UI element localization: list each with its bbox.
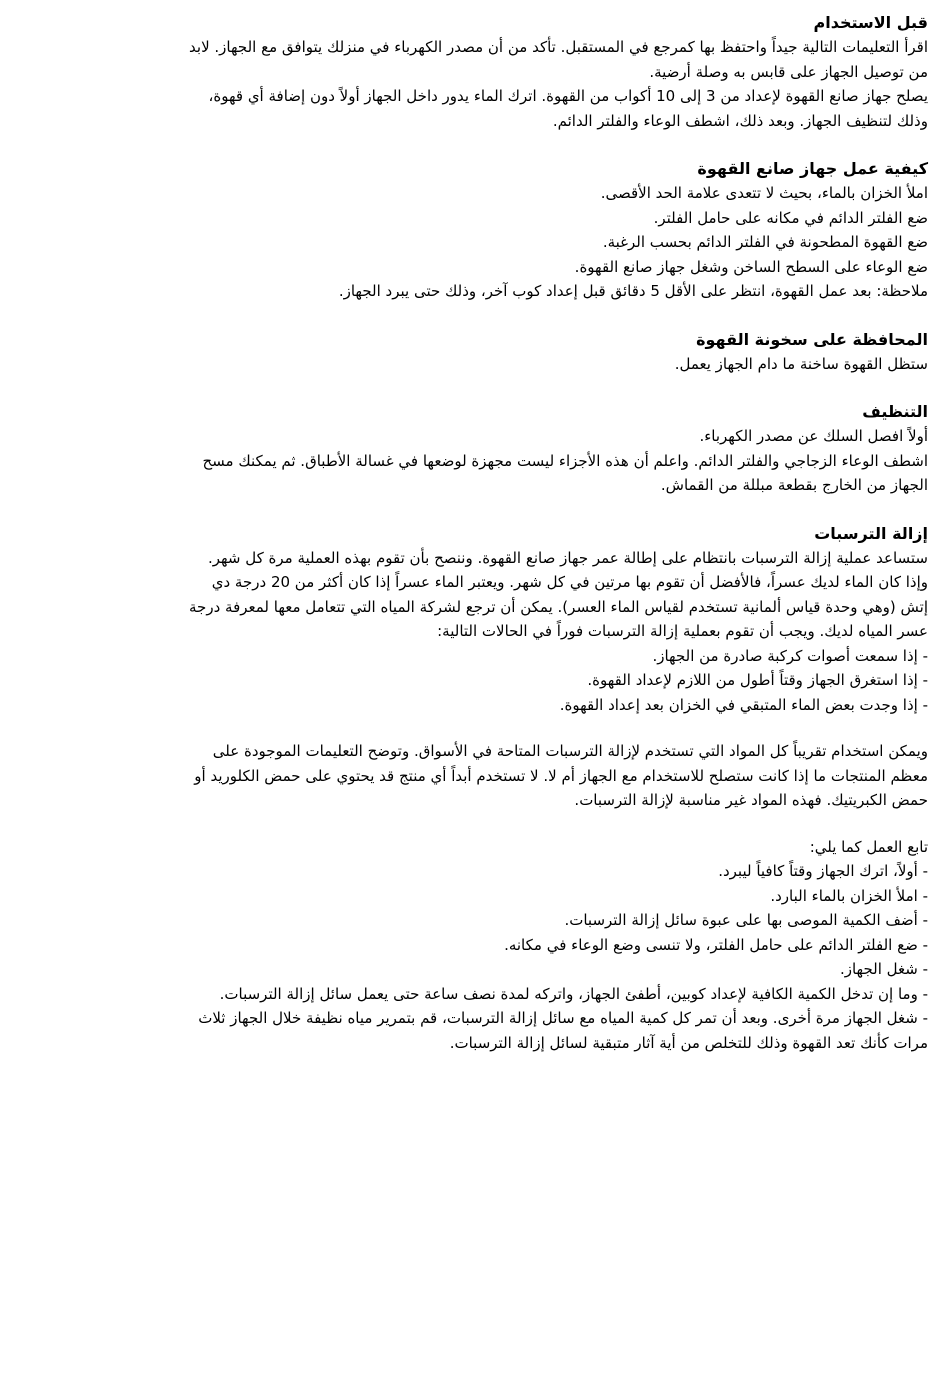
- text-line: عسر المياه لديك. ويجب أن تقوم بعملية إزالة الترسبات فوراً في الحالات التالية:: [437, 622, 928, 640]
- text-line: حمض الكبريتيك. فهذه المواد غير مناسبة لإزالة الترسبات.: [574, 791, 928, 809]
- text-line: ستظل القهوة ساخنة ما دام الجهاز يعمل.: [674, 354, 928, 373]
- note-text: ملاحظة: بعد عمل القهوة، انتظر على الأقل 5 دقائق قبل إعداد كوب آخر، وذلك حتى يبرد الجهاز.: [338, 282, 928, 300]
- steps-intro: تابع العمل كما يلي:: [809, 837, 928, 856]
- text-line: من توصيل الجهاز على قابس به وصلة أرضية.: [649, 62, 928, 81]
- list-item: - شغل الجهاز مرة أخرى. وبعد أن تمر كل كمية المياه مع سائل إزالة الترسبات، قم بتمرير مياه نظيفة خلال الجهاز ثلاث: [198, 1009, 928, 1027]
- text-line: ستساعد عملية إزالة الترسبات بانتظام على إطالة عمر جهاز صانع القهوة. وننصح بأن تقوم بهذه العملية مرة كل شهر.: [207, 548, 928, 567]
- paragraph: [26, 1006, 928, 1055]
- list-item: ضع القهوة المطحونة في الفلتر الدائم بحسب الرغبة.: [602, 233, 928, 251]
- list-item: - أولاً، اترك الجهاز وقتاً كافياً ليبرد.: [718, 862, 928, 880]
- text-line: اشطف الوعاء الزجاجي والفلتر الدائم. واعلم أن هذه الأجزاء ليست مجهزة لوضعها في غسالة الأطباق. ثم يمكنك مسح: [202, 451, 928, 470]
- text-line: الجهاز من الخارج بقطعة مبللة من القماش.: [660, 476, 928, 494]
- text-line: وإذا كان الماء لديك عسراً، فالأفضل أن تقوم بها مرتين في كل شهر. ويعتبر الماء عسراً إذا كان أكثر من 20 درجة دي: [211, 573, 928, 591]
- list-item: - إذا سمعت أصوات كركبة صادرة من الجهاز.: [652, 646, 928, 665]
- text-line: يصلح جهاز صانع القهوة لإعداد من 3 إلى 10 أكواب من القهوة. اترك الماء يدور داخل الجهاز أولاً دون إضافة أي قهوة،: [208, 87, 928, 105]
- section-keep-warm: [26, 328, 928, 377]
- paragraph: [26, 546, 928, 644]
- section-heading: كيفية عمل جهاز صانع القهوة: [697, 159, 928, 178]
- text-line: ويمكن استخدام تقريباً كل المواد التي تستخدم لإزالة الترسبات المتاحة في الأسواق. وتوضح التعليمات الموجودة على: [212, 742, 928, 760]
- text-line: مرات كأنك تعد القهوة وذلك للتخلص من أية آثار متبقية لسائل إزالة الترسبات.: [449, 1033, 928, 1052]
- list-item: - ضع الفلتر الدائم على حامل الفلتر، ولا تنسى وضع الوعاء في مكانه.: [504, 935, 928, 954]
- list-item: - إذا وجدت بعض الماء المتبقي في الخزان بعد إعداد القهوة.: [559, 695, 928, 714]
- list-item: املأ الخزان بالماء، بحيث لا تتعدى علامة الحد الأقصى.: [600, 184, 928, 202]
- section-descaling: [26, 522, 928, 1056]
- section-before-use: [26, 11, 928, 133]
- paragraph: [26, 84, 928, 133]
- paragraph: [26, 35, 928, 84]
- list-item: - املأ الخزان بالماء البارد.: [770, 886, 928, 905]
- list-item: ضع الفلتر الدائم في مكانه على حامل الفلتر.: [653, 208, 928, 227]
- list-item: - شغل الجهاز.: [839, 960, 928, 978]
- list-item: ضع الوعاء على السطح الساخن وشغل جهاز صانع القهوة.: [574, 257, 928, 276]
- text-line: وذلك لتنظيف الجهاز. وبعد ذلك، اشطف الوعاء والفلتر الدائم.: [552, 111, 928, 130]
- text-line: إتش (وهي وحدة قياس ألمانية تستخدم لقياس الماء العسر). يمكن أن ترجع لشركة المياه التي تتعامل معها لمعرفة درجة: [189, 597, 928, 616]
- section-how-it-works: [26, 157, 928, 304]
- text-line: أولاً افصل السلك عن مصدر الكهرباء.: [699, 427, 928, 445]
- section-heading: التنظيف: [862, 402, 928, 421]
- list-item: - إذا استغرق الجهاز وقتاً أطول من اللازم لإعداد القهوة.: [587, 671, 928, 689]
- paragraph: [26, 739, 928, 813]
- list-item: - وما إن تدخل الكمية الكافية لإعداد كوبين، أطفئ الجهاز، واتركه لمدة نصف ساعة حتى يعمل سائل إزالة الترسبات.: [219, 984, 928, 1003]
- section-heading: قبل الاستخدام: [813, 13, 928, 32]
- list-item: - أضف الكمية الموصى بها على عبوة سائل إزالة الترسبات.: [564, 911, 928, 929]
- text-line: معظم المنتجات ما إذا كانت ستصلح للاستخدام مع الجهاز أم لا. لا تستخدم أبداً أي منتج قد يحتوي على حمض الكلوريد أو: [194, 766, 928, 785]
- section-heading: المحافظة على سخونة القهوة: [696, 329, 928, 349]
- section-heading: إزالة الترسبات: [814, 523, 928, 543]
- paragraph: [26, 449, 928, 498]
- text-line: اقرأ التعليمات التالية جيداً واحتفظ بها كمرجع في المستقبل. تأكد من أن مصدر الكهرباء في منزلك يتوافق مع الجهاز. لابد: [189, 38, 928, 56]
- section-cleaning: [26, 400, 928, 498]
